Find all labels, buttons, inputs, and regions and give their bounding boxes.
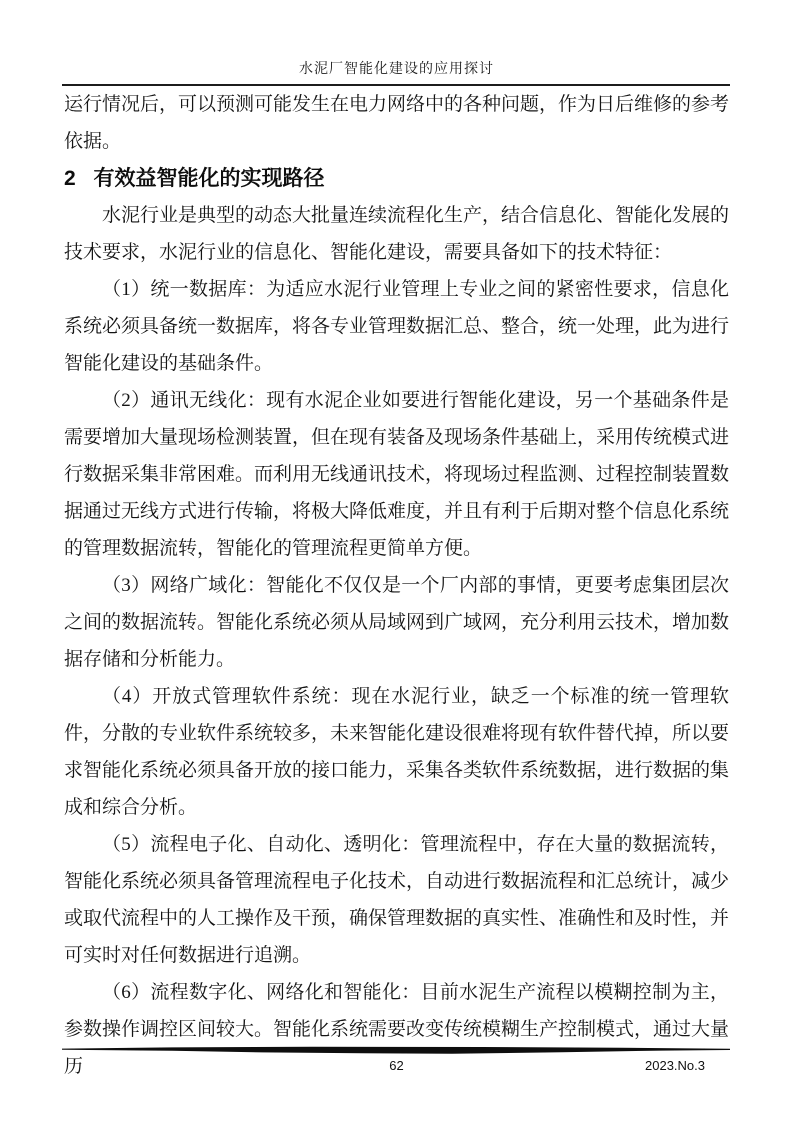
body-paragraph-continuation: 运行情况后，可以预测可能发生在电力网络中的各种问题，作为日后维修的参考依据。	[64, 94, 730, 152]
section-title: 有效益智能化的实现路径	[93, 167, 325, 190]
document-body	[64, 86, 729, 1085]
body-paragraph: （3）网络广域化：智能化不仅仅是一个厂内部的事情，更要考虑集团层次之间的数据流转。智能化系统必须从局域网到广域网，充分利用云技术，增加数据存储和分析能力。	[64, 575, 730, 670]
section-heading	[64, 160, 729, 197]
section-number: 2	[64, 167, 76, 190]
body-paragraph: （4）开放式管理软件系统：现在水泥行业，缺乏一个标准的统一管理软件，分散的专业软件系统较多，未来智能化建设很难将现有软件替代掉，所以要求智能化系统必须具备开放的接口能力，采集各类软件系统数据，进行数据的集成和综合分析。	[64, 686, 730, 818]
body-paragraph: （2）通讯无线化：现有水泥企业如要进行智能化建设，另一个基础条件是需要增加大量现场检测装置，但在现有装备及现场条件基础上，采用传统模式进行数据采集非常困难。而利用无线通讯技术，将现场过程监测、过程控制装置数据通过无线方式进行传输，将极大降低难度，并且有利于后期对整个信息化系统的管理数据流转，智能化的管理流程更简单方便。	[64, 390, 730, 559]
body-paragraph: 水泥行业是典型的动态大批量连续流程化生产，结合信息化、智能化发展的技术要求，水泥行业的信息化、智能化建设，需要具备如下的技术特征：	[64, 205, 730, 263]
running-header	[64, 60, 729, 80]
body-paragraph: （5）流程电子化、自动化、透明化：管理流程中，存在大量的数据流转，智能化系统必须具备管理流程电子化技术，自动进行数据流程和汇总统计，减少或取代流程中的人工操作及干预，确保管理数据的真实性、准确性和及时性，并可实时对任何数据进行追溯。	[64, 834, 730, 966]
body-paragraph: （6）流程数字化、网络化和智能化：目前水泥生产流程以模糊控制为主，参数操作调控区间较大。智能化系统需要改变传统模糊生产控制模式，通过大量历	[64, 982, 730, 1077]
page-number: 62	[389, 1058, 404, 1073]
body-paragraph: （1）统一数据库：为适应水泥行业管理上专业之间的紧密性要求，信息化系统必须具备统一数据库，将各专业管理数据汇总、整合，统一处理，此为进行智能化建设的基础条件。	[64, 279, 730, 374]
running-header-title: 水泥厂智能化建设的应用探讨	[299, 62, 494, 77]
issue-label: 2023.No.3	[645, 1058, 705, 1073]
page-footer	[64, 1057, 729, 1075]
